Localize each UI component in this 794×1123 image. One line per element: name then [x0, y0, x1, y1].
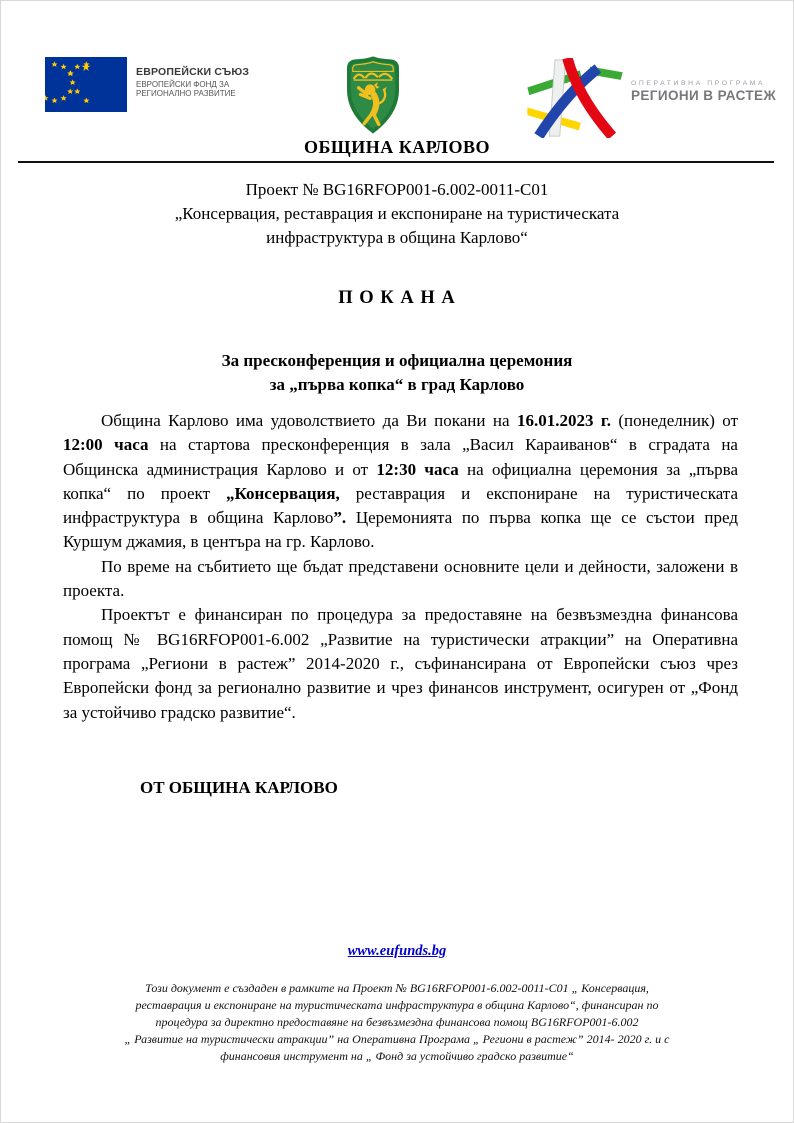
- eu-logo-line3: РЕГИОНАЛНО РАЗВИТИЕ: [136, 89, 236, 99]
- project-name-line1: „Консервация, реставрация и експониране на туристическата: [174, 204, 620, 223]
- oprr-logo-text: [631, 80, 776, 105]
- footer-link-wrap: [0, 942, 794, 960]
- invitation-title: П О К А Н А: [338, 288, 456, 308]
- disclaimer-line: „ Развитие на туристически атракции” на Оперативна Програма „ Региони в растеж” 2014- 2020 г. и с: [124, 1032, 670, 1046]
- oprr-logo-icon: [527, 58, 623, 138]
- invitation-subtitle: [0, 349, 794, 397]
- disclaimer-line: Този документ е създаден в рамките на Проект № BG16RFOP001-6.002-0011-C01 „ Консервация,: [145, 981, 649, 995]
- eu-logo-block: [45, 57, 249, 112]
- body-paragraph: Община Карлово има удоволствието да Ви покани на 16.01.2023 г. (понеделник) от 12:00 часа на стартова пресконференция в зала „Васил Караиванов“ в сградата на Общинска администрация Карлово и от 12:30 часа на официална церемония за „първа копка“ по проект „Консервация, реставрация и експониране на туристическата инфраструктура в община Карлово”. Церемонията по първа копка ще се състои пред Куршум джамия, в центъра на гр. Карлово.: [63, 411, 738, 552]
- disclaimer-line: процедура за директно предоставяне на безвъзмездна финансова помощ BG16RFOP001-6.002: [155, 1015, 639, 1029]
- page-title: ОБЩИНА КАРЛОВО: [304, 137, 490, 157]
- footer-disclaimer: [55, 980, 739, 1065]
- invitation-subtitle-line1: За пресконференция и официална церемония: [221, 351, 573, 370]
- project-name-line2: инфраструктура в община Карлово“: [266, 228, 528, 247]
- disclaimer-line: финансовия инструмент на „ Фонд за устойчиво градско развитие“: [220, 1049, 574, 1063]
- oprr-logo-line1: ОПЕРАТИВНА ПРОГРАМА: [631, 80, 766, 87]
- body-text: [63, 409, 738, 725]
- project-heading: [0, 178, 794, 250]
- project-number: Проект № BG16RFOP001-6.002-0011-C01: [245, 180, 549, 199]
- disclaimer-line: реставрация и експониране на туристическата инфраструктура в община Карлово“, финансиран по: [135, 998, 659, 1012]
- header-divider: [18, 161, 774, 163]
- eu-logo-line1: ЕВРОПЕЙСКИ СЪЮЗ: [136, 66, 250, 78]
- eu-logo-text: [136, 66, 249, 98]
- invitation-subtitle-line2: за „първа копка“ в град Карлово: [269, 375, 525, 394]
- oprr-logo-line2: РЕГИОНИ В РАСТЕЖ: [631, 88, 777, 104]
- body-paragraph: Проектът е финансиран по процедура за предоставяне на безвъзмездна финансова помощ № BG16RFOP001-6.002 „Развитие на туристически атракции” на Оперативна програма „Региони в растеж” 2014-2020 г., съфинансирана от Европейски съюз чрез Европейски фонд за регионално развитие и чрез финансов инструмент, осигурен от „Фонд за устойчиво градско развитие“.: [63, 605, 738, 722]
- karlovo-coat-of-arms-block: [344, 56, 402, 140]
- body-paragraph: По време на събитието ще бъдат представени основните цели и дейности, заложени в проекта.: [63, 556, 738, 601]
- oprr-logo-block: [527, 58, 776, 138]
- eufunds-link[interactable]: www.eufunds.bg: [347, 943, 447, 959]
- signature-line: ОТ ОБЩИНА КАРЛОВО: [140, 778, 338, 797]
- eu-flag-icon: [45, 57, 127, 112]
- eu-logo-line2: ЕВРОПЕЙСКИ ФОНД ЗА: [136, 80, 230, 90]
- karlovo-coat-of-arms-icon: [344, 56, 402, 135]
